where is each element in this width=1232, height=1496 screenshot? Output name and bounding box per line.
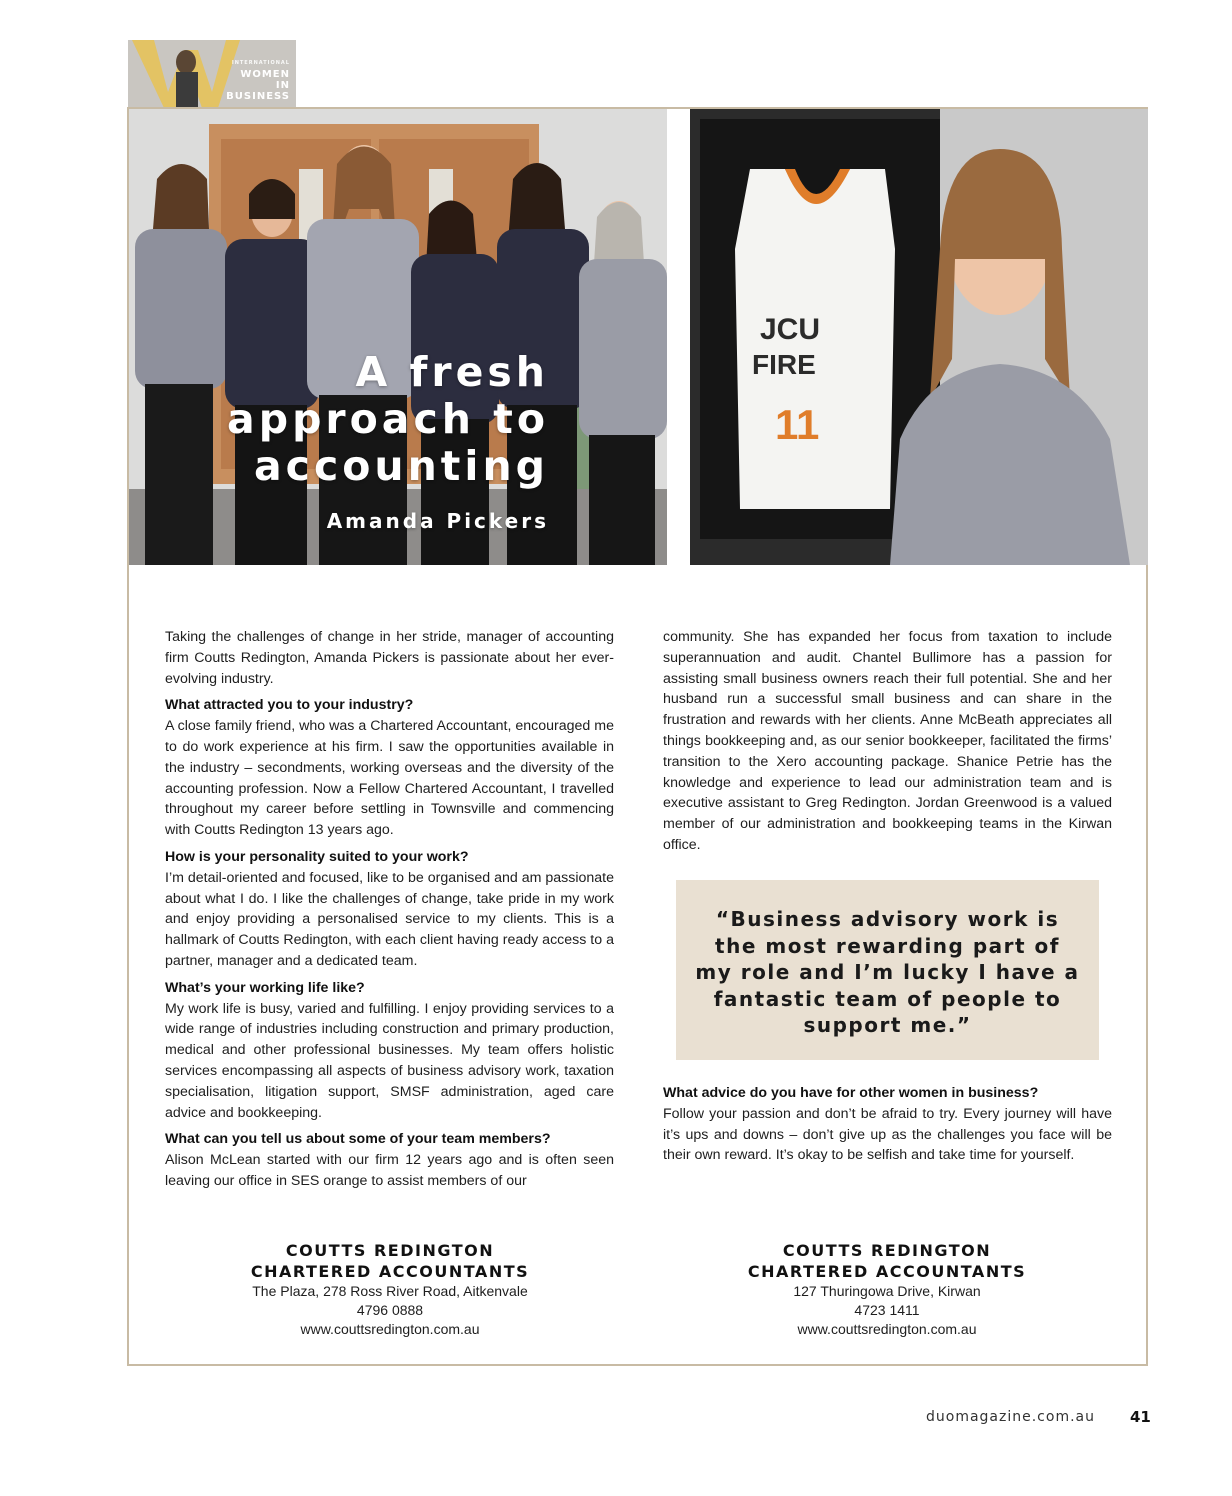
answer-team-members-part2: community. She has expanded her focus from taxation to include superannuation and audit. Chantel Bullimore has a passion for assisting small business owners reach their full potential. She and her husband run a successful small business and can share in the frustration and rewards with her clients. Anne McBeath appreciates all things bookkeeping and, as our senior bookkeeper, facilitated the firms’ transition to the Xero accounting package. Shanice Petrie has the knowledge and experience to lead our administration team and is executive assistant to Greg Redington. Jordan Greenwood is a valued member of our administration and bookkeeping teams in the Kirwan office. [663, 629, 1112, 853]
portrait-illustration [690, 109, 1148, 565]
contact-phone: 4723 1411 [854, 1302, 920, 1318]
contact-address: The Plaza, 278 Ross River Road, Aitkenvale [252, 1283, 528, 1299]
jersey-wordmark-icon: JCU [760, 313, 821, 346]
jersey-number-icon: 11 [775, 401, 820, 448]
pull-quote-text: “Business advisory work is the most rewarding part of my role and I’m lucky I have a fantastic team of people to support me.” [695, 907, 1080, 1038]
contact-firm-type: CHARTERED ACCOUNTANTS [250, 1262, 530, 1281]
answer-advice: Follow your passion and don’t be afraid to try. Every journey will have it’s ups and downs – don’t give up as the challenges you face will be their own reward. It’s okay to be selfish and take time for yourself. [663, 1105, 1112, 1164]
badge-in: IN [275, 80, 290, 91]
contact-firm-type: CHARTERED ACCOUNTANTS [747, 1262, 1027, 1281]
article-byline: Amanda Pickers [326, 509, 549, 533]
article-column-left [165, 627, 614, 1192]
badge-business: BUSINESS [226, 91, 290, 102]
advice-section [663, 1083, 1112, 1166]
answer-team-members-part1: Alison McLean started with our firm 12 years ago and is often seen leaving our office in SES orange to assist members of our [165, 1152, 614, 1189]
contact-website[interactable]: www.couttsredington.com.au [300, 1321, 480, 1337]
question-personality: How is your personality suited to your work? [165, 848, 469, 865]
portrait-photo [690, 109, 1148, 565]
question-team-members: What can you tell us about some of your team members? [165, 1131, 551, 1148]
question-working-life: What’s your working life like? [165, 979, 365, 996]
pull-quote [676, 880, 1099, 1060]
team-photo [129, 109, 667, 565]
headline-line-3: accounting [253, 442, 549, 490]
article-column-right [663, 627, 1112, 856]
article-intro: Taking the challenges of change in her stride, manager of accounting firm Coutts Redington, Amanda Pickers is passionate about her ever-evolving industry. [165, 629, 614, 687]
contact-phone: 4796 0888 [356, 1302, 424, 1318]
badge-text [226, 58, 290, 102]
footer-website[interactable]: duomagazine.com.au [926, 1409, 1095, 1425]
question-industry: What attracted you to your industry? [165, 697, 414, 714]
contact-address: 127 Thuringowa Drive, Kirwan [793, 1283, 981, 1299]
article-headline [227, 349, 549, 490]
answer-working-life: My work life is busy, varied and fulfilling. I enjoy providing services to a wide range of industries including construction and primary production, medical and other professional businesses. My team offers holistic services encompassing all aspects of business advisory work, taxation specialisation, litigation support, SMSF administration, aged care advice and bookkeeping. [165, 1000, 614, 1121]
headline-line-2: approach to [227, 395, 549, 443]
badge-women: WOMEN [240, 69, 290, 80]
answer-personality: I’m detail-oriented and focused, like to be organised and am passionate about what I do. I like the challenges of change, take pride in my work and enjoy providing a personalised service to my clients. This is a hallmark of Coutts Redington, with each client having ready access to a partner, manager and a dedicated team. [165, 869, 614, 969]
contact-kirwan [677, 1240, 1097, 1339]
team-photo-illustration [129, 109, 667, 565]
answer-industry: A close family friend, who was a Chartered Accountant, encouraged me to do work experience at his firm. I saw the opportunities available in the industry – secondments, working overseas and the diversity of the accounting profession. Now a Fellow Chartered Accountant, I travelled throughout my career before settling in Townsville and commencing with Coutts Redington 13 years ago. [165, 718, 614, 839]
women-in-business-badge [128, 40, 296, 108]
headline-line-1: A fresh [355, 348, 549, 396]
badge-small-text: INTERNATIONAL [231, 60, 290, 66]
page-number: 41 [1130, 1408, 1151, 1426]
question-advice: What advice do you have for other women in business? [663, 1085, 1039, 1101]
contact-aitkenvale [180, 1240, 600, 1339]
jersey-fire-icon: FIRE [752, 349, 816, 380]
contact-firm-name: COUTTS REDINGTON [782, 1241, 992, 1260]
contact-firm-name: COUTTS REDINGTON [285, 1241, 495, 1260]
contact-website[interactable]: www.couttsredington.com.au [797, 1321, 977, 1337]
